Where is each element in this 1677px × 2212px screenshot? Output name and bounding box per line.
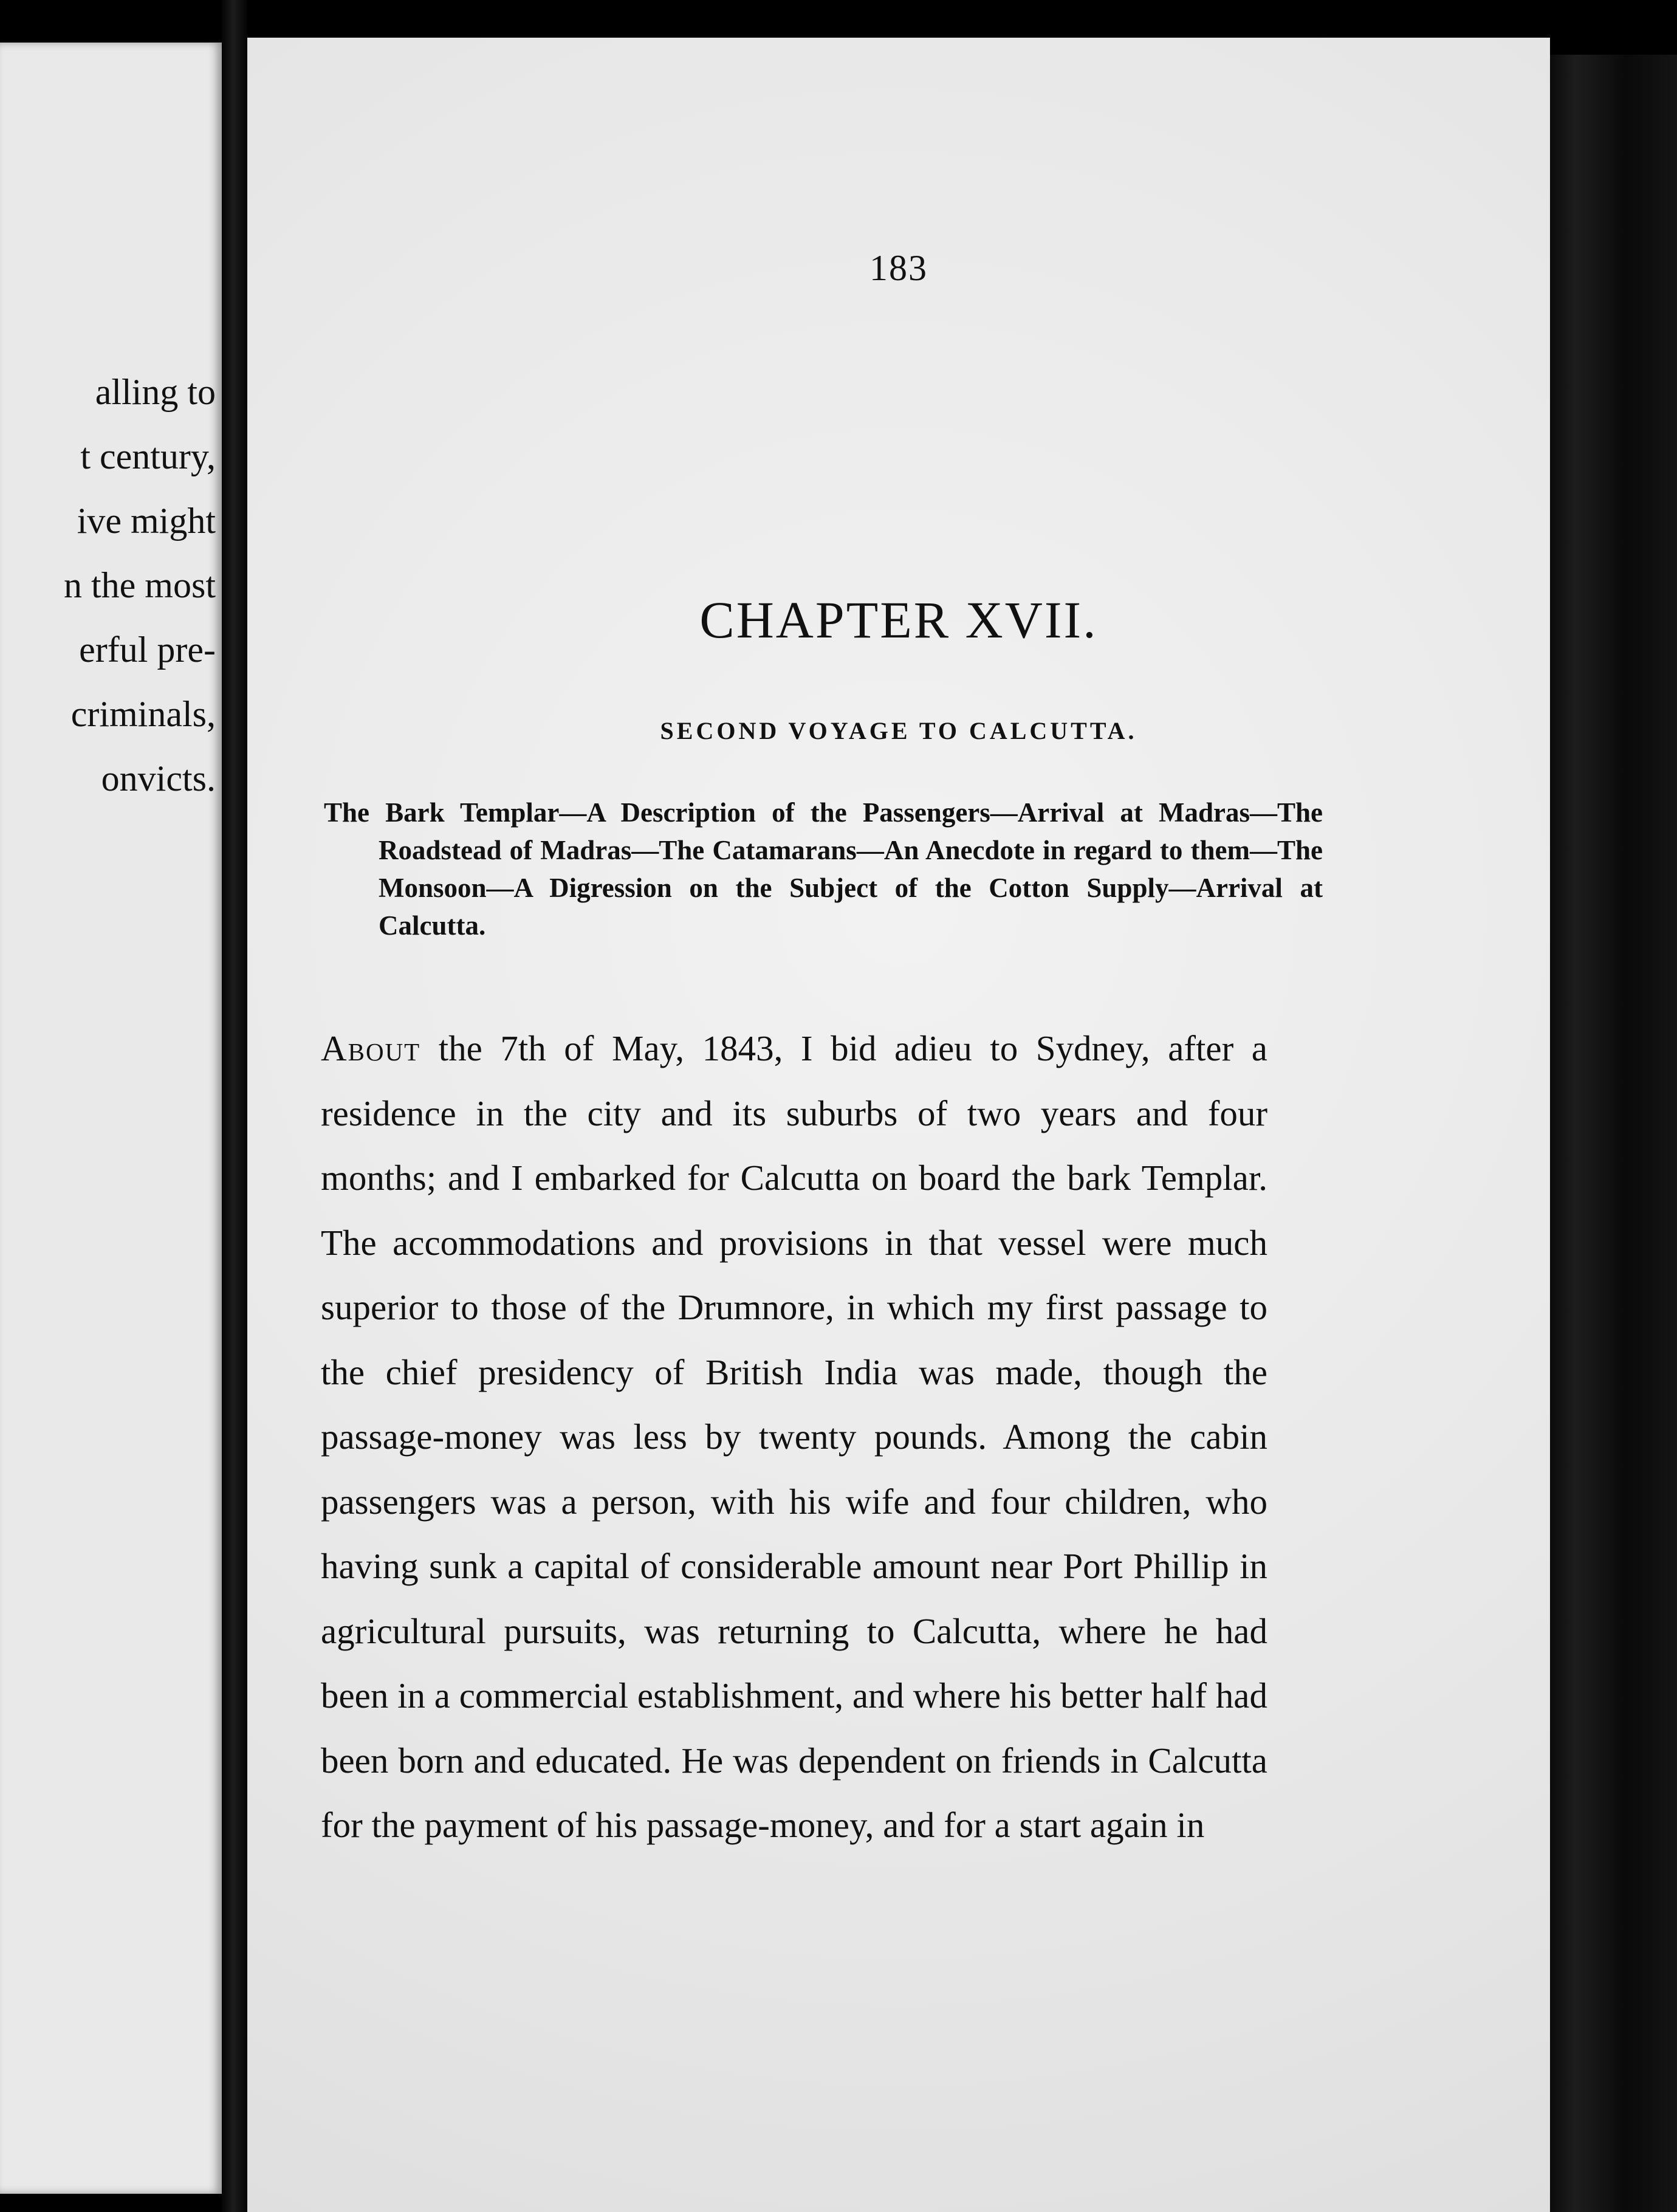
left-line: erful pre- xyxy=(79,630,216,670)
left-line: alling to xyxy=(95,372,216,412)
left-line: criminals, xyxy=(70,694,216,734)
left-line: onvicts. xyxy=(101,758,216,799)
page-number: 183 xyxy=(869,248,928,288)
page-edge-right xyxy=(1550,55,1677,2212)
book-gutter xyxy=(222,0,247,2212)
chapter-synopsis: The Bark Templar—A Description of the Passengers—Arrival at Madras—The Roadstead of Madras—The Catamarans—An Anecdote in regard to them—The Monsoon—A Digression on the Subject of the Cotton Supply—Arrival at Calcutta. xyxy=(324,797,1323,941)
chapter-subtitle: SECOND VOYAGE TO CALCUTTA. xyxy=(660,717,1137,744)
body-lead-word: About xyxy=(321,1028,421,1068)
left-page xyxy=(0,43,222,2194)
body-paragraph xyxy=(321,1016,1267,1858)
left-line: n the most xyxy=(64,565,216,605)
left-line: ive might xyxy=(77,501,216,541)
main-page xyxy=(247,38,1550,2212)
left-page-text xyxy=(64,360,216,811)
chapter-title: CHAPTER XVII. xyxy=(699,591,1098,649)
left-line: t century, xyxy=(80,436,216,476)
body-text: the 7th of May, 1843, I bid adieu to Sydney, after a residence in the city and its suburbs of two years and four months; and I embarked for Calcutta on board the bark Templar. The accommodations and provisions in that vessel were much superior to those of the Drumnore, in which my first passage to the chief presidency of British India was made, though the passage-money was less by twenty pounds. Among the cabin passengers was a person, with his wife and four children, who having sunk a capital of considerable amount near Port Phillip in agricultural pursuits, was returning to Calcutta, where he had been in a commercial establishment, and where his better half had been born and educated. He was dependent on friends in Calcutta for the payment of his passage-money, and for a start again in xyxy=(321,1028,1267,1845)
